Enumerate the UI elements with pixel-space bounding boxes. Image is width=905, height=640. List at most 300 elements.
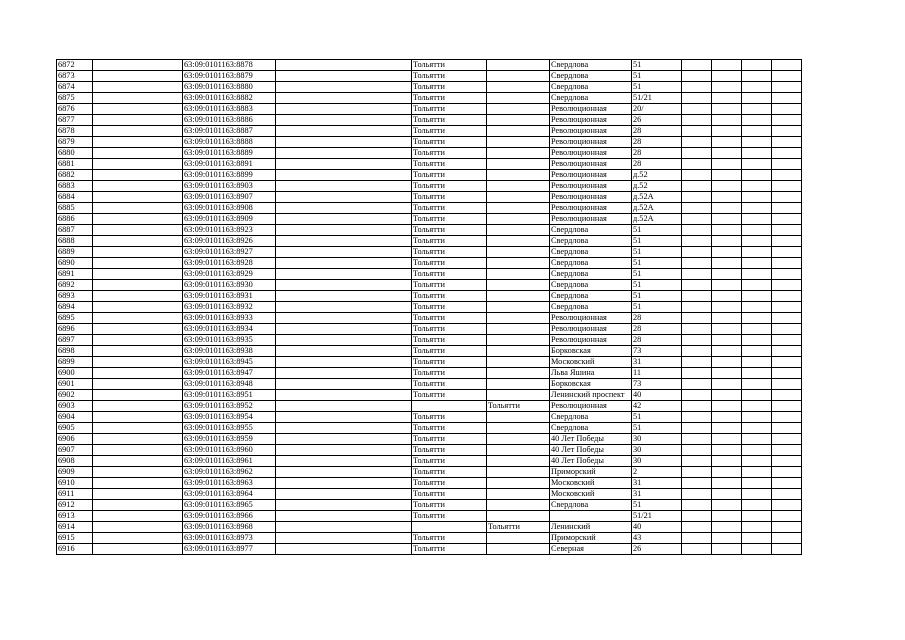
cell-blank-1 bbox=[93, 170, 183, 181]
cell-city: Тольятти bbox=[412, 126, 487, 137]
cell-city: Тольятти bbox=[412, 357, 487, 368]
cell-city-alt bbox=[487, 379, 550, 390]
cell-extra-4 bbox=[772, 203, 802, 214]
cell-street: Приморский bbox=[550, 467, 632, 478]
cell-extra-1 bbox=[682, 104, 712, 115]
cell-extra-3 bbox=[742, 137, 772, 148]
cell-extra-2 bbox=[712, 478, 742, 489]
cell-street: Свердлова bbox=[550, 236, 632, 247]
cell-extra-3 bbox=[742, 192, 772, 203]
cell-extra-3 bbox=[742, 511, 772, 522]
cell-street: Революционная bbox=[550, 137, 632, 148]
cell-city-alt bbox=[487, 478, 550, 489]
registry-table bbox=[56, 59, 802, 555]
cell-row-number: 6883 bbox=[57, 181, 93, 192]
table-row bbox=[57, 324, 802, 335]
cell-extra-1 bbox=[682, 544, 712, 555]
cell-blank-1 bbox=[93, 192, 183, 203]
cell-house-number: 51 bbox=[632, 412, 682, 423]
cell-extra-4 bbox=[772, 170, 802, 181]
cell-city-alt bbox=[487, 456, 550, 467]
cell-house-number: д.52А bbox=[632, 214, 682, 225]
cell-blank-2 bbox=[276, 126, 412, 137]
cell-street: Революционная bbox=[550, 159, 632, 170]
cell-street: Революционная bbox=[550, 148, 632, 159]
cell-row-number: 6884 bbox=[57, 192, 93, 203]
cell-extra-1 bbox=[682, 335, 712, 346]
cell-extra-1 bbox=[682, 500, 712, 511]
cell-cadastral-number: 63:09:0101163:8951 bbox=[183, 390, 276, 401]
cell-row-number: 6916 bbox=[57, 544, 93, 555]
cell-blank-1 bbox=[93, 60, 183, 71]
cell-street: Московский bbox=[550, 357, 632, 368]
cell-row-number: 6905 bbox=[57, 423, 93, 434]
cell-extra-2 bbox=[712, 390, 742, 401]
cell-cadastral-number: 63:09:0101163:8961 bbox=[183, 456, 276, 467]
cell-cadastral-number: 63:09:0101163:8886 bbox=[183, 115, 276, 126]
cell-blank-1 bbox=[93, 291, 183, 302]
table-row bbox=[57, 313, 802, 324]
cell-city-alt bbox=[487, 357, 550, 368]
cell-extra-2 bbox=[712, 115, 742, 126]
cell-street: Свердлова bbox=[550, 423, 632, 434]
cell-city: Тольятти bbox=[412, 137, 487, 148]
cell-cadastral-number: 63:09:0101163:8888 bbox=[183, 137, 276, 148]
cell-city: Тольятти bbox=[412, 181, 487, 192]
table-row bbox=[57, 159, 802, 170]
cell-city: Тольятти bbox=[412, 115, 487, 126]
cell-blank-1 bbox=[93, 258, 183, 269]
cell-extra-4 bbox=[772, 225, 802, 236]
cell-extra-4 bbox=[772, 236, 802, 247]
cell-city-alt bbox=[487, 225, 550, 236]
cell-extra-3 bbox=[742, 280, 772, 291]
cell-house-number: 51 bbox=[632, 302, 682, 313]
table-row bbox=[57, 335, 802, 346]
cell-city-alt bbox=[487, 60, 550, 71]
cell-extra-1 bbox=[682, 401, 712, 412]
cell-extra-1 bbox=[682, 368, 712, 379]
cell-extra-4 bbox=[772, 302, 802, 313]
cell-house-number: 51 bbox=[632, 247, 682, 258]
cell-blank-1 bbox=[93, 280, 183, 291]
cell-extra-1 bbox=[682, 511, 712, 522]
cell-city-alt bbox=[487, 181, 550, 192]
cell-blank-1 bbox=[93, 214, 183, 225]
cell-extra-4 bbox=[772, 148, 802, 159]
cell-street: Северная bbox=[550, 544, 632, 555]
cell-extra-2 bbox=[712, 423, 742, 434]
table-row bbox=[57, 214, 802, 225]
cell-extra-3 bbox=[742, 93, 772, 104]
cell-row-number: 6914 bbox=[57, 522, 93, 533]
cell-blank-1 bbox=[93, 335, 183, 346]
cell-row-number: 6909 bbox=[57, 467, 93, 478]
cell-city-alt bbox=[487, 291, 550, 302]
cell-row-number: 6897 bbox=[57, 335, 93, 346]
cell-street: Льва Яшина bbox=[550, 368, 632, 379]
cell-extra-4 bbox=[772, 71, 802, 82]
cell-extra-2 bbox=[712, 60, 742, 71]
cell-city-alt bbox=[487, 368, 550, 379]
cell-extra-4 bbox=[772, 258, 802, 269]
table-row bbox=[57, 71, 802, 82]
cell-extra-1 bbox=[682, 324, 712, 335]
cell-blank-2 bbox=[276, 181, 412, 192]
cell-street: Революционная bbox=[550, 214, 632, 225]
cell-extra-3 bbox=[742, 181, 772, 192]
cell-house-number: 51/21 bbox=[632, 511, 682, 522]
cell-house-number: 30 bbox=[632, 456, 682, 467]
cell-blank-2 bbox=[276, 115, 412, 126]
cell-extra-1 bbox=[682, 148, 712, 159]
cell-extra-3 bbox=[742, 247, 772, 258]
cell-extra-4 bbox=[772, 93, 802, 104]
cell-extra-4 bbox=[772, 313, 802, 324]
cell-cadastral-number: 63:09:0101163:8945 bbox=[183, 357, 276, 368]
cell-extra-2 bbox=[712, 445, 742, 456]
cell-street: Свердлова bbox=[550, 500, 632, 511]
table-row bbox=[57, 269, 802, 280]
cell-extra-2 bbox=[712, 434, 742, 445]
cell-city: Тольятти bbox=[412, 412, 487, 423]
cell-extra-1 bbox=[682, 170, 712, 181]
cell-cadastral-number: 63:09:0101163:8962 bbox=[183, 467, 276, 478]
cell-blank-2 bbox=[276, 214, 412, 225]
cell-cadastral-number: 63:09:0101163:8879 bbox=[183, 71, 276, 82]
cell-extra-4 bbox=[772, 379, 802, 390]
cell-blank-2 bbox=[276, 280, 412, 291]
cell-city: Тольятти bbox=[412, 148, 487, 159]
cell-row-number: 6896 bbox=[57, 324, 93, 335]
cell-row-number: 6899 bbox=[57, 357, 93, 368]
cell-blank-1 bbox=[93, 346, 183, 357]
cell-extra-1 bbox=[682, 390, 712, 401]
cell-row-number: 6910 bbox=[57, 478, 93, 489]
cell-city-alt bbox=[487, 247, 550, 258]
cell-house-number: 28 bbox=[632, 159, 682, 170]
cell-city: Тольятти bbox=[412, 82, 487, 93]
cell-city: Тольятти bbox=[412, 478, 487, 489]
cell-row-number: 6915 bbox=[57, 533, 93, 544]
cell-cadastral-number: 63:09:0101163:8880 bbox=[183, 82, 276, 93]
cell-extra-2 bbox=[712, 104, 742, 115]
cell-blank-2 bbox=[276, 104, 412, 115]
cell-city-alt bbox=[487, 445, 550, 456]
cell-extra-3 bbox=[742, 269, 772, 280]
cell-extra-1 bbox=[682, 533, 712, 544]
cell-row-number: 6878 bbox=[57, 126, 93, 137]
cell-blank-2 bbox=[276, 192, 412, 203]
cell-extra-3 bbox=[742, 236, 772, 247]
cell-row-number: 6875 bbox=[57, 93, 93, 104]
cell-blank-2 bbox=[276, 478, 412, 489]
cell-cadastral-number: 63:09:0101163:8963 bbox=[183, 478, 276, 489]
cell-row-number: 6898 bbox=[57, 346, 93, 357]
cell-house-number: 51 bbox=[632, 82, 682, 93]
cell-cadastral-number: 63:09:0101163:8891 bbox=[183, 159, 276, 170]
cell-house-number: 40 bbox=[632, 522, 682, 533]
cell-street: 40 Лет Победы bbox=[550, 445, 632, 456]
cell-street: Борковская bbox=[550, 346, 632, 357]
cell-cadastral-number: 63:09:0101163:8973 bbox=[183, 533, 276, 544]
cell-house-number: 28 bbox=[632, 324, 682, 335]
cell-city-alt bbox=[487, 137, 550, 148]
table-row bbox=[57, 456, 802, 467]
cell-extra-2 bbox=[712, 346, 742, 357]
cell-city bbox=[412, 401, 487, 412]
cell-city: Тольятти bbox=[412, 390, 487, 401]
cell-blank-1 bbox=[93, 313, 183, 324]
cell-row-number: 6882 bbox=[57, 170, 93, 181]
cell-house-number: 2 bbox=[632, 467, 682, 478]
cell-cadastral-number: 63:09:0101163:8889 bbox=[183, 148, 276, 159]
cell-extra-1 bbox=[682, 302, 712, 313]
cell-extra-3 bbox=[742, 60, 772, 71]
cell-blank-1 bbox=[93, 104, 183, 115]
cell-blank-1 bbox=[93, 434, 183, 445]
cell-extra-1 bbox=[682, 522, 712, 533]
cell-cadastral-number: 63:09:0101163:8923 bbox=[183, 225, 276, 236]
cell-extra-4 bbox=[772, 346, 802, 357]
cell-city-alt: Тольятти bbox=[487, 522, 550, 533]
cell-city: Тольятти bbox=[412, 445, 487, 456]
cell-extra-1 bbox=[682, 159, 712, 170]
cell-city-alt bbox=[487, 544, 550, 555]
cell-extra-2 bbox=[712, 467, 742, 478]
cell-row-number: 6890 bbox=[57, 258, 93, 269]
cell-city: Тольятти bbox=[412, 313, 487, 324]
cell-extra-2 bbox=[712, 236, 742, 247]
cell-blank-1 bbox=[93, 302, 183, 313]
cell-blank-2 bbox=[276, 412, 412, 423]
cell-city-alt bbox=[487, 500, 550, 511]
cell-extra-2 bbox=[712, 170, 742, 181]
cell-blank-2 bbox=[276, 203, 412, 214]
cell-city: Тольятти bbox=[412, 159, 487, 170]
table-row bbox=[57, 236, 802, 247]
cell-extra-3 bbox=[742, 489, 772, 500]
cell-cadastral-number: 63:09:0101163:8928 bbox=[183, 258, 276, 269]
cell-extra-2 bbox=[712, 126, 742, 137]
cell-extra-3 bbox=[742, 390, 772, 401]
cell-cadastral-number: 63:09:0101163:8959 bbox=[183, 434, 276, 445]
table-row bbox=[57, 544, 802, 555]
cell-city-alt bbox=[487, 467, 550, 478]
table-row bbox=[57, 192, 802, 203]
cell-extra-4 bbox=[772, 500, 802, 511]
cell-blank-1 bbox=[93, 511, 183, 522]
cell-extra-4 bbox=[772, 522, 802, 533]
cell-city: Тольятти bbox=[412, 346, 487, 357]
cell-city: Тольятти bbox=[412, 511, 487, 522]
cell-extra-3 bbox=[742, 258, 772, 269]
cell-cadastral-number: 63:09:0101163:8938 bbox=[183, 346, 276, 357]
cell-extra-3 bbox=[742, 412, 772, 423]
cell-house-number: 28 bbox=[632, 126, 682, 137]
cell-city: Тольятти bbox=[412, 379, 487, 390]
cell-city-alt bbox=[487, 313, 550, 324]
cell-blank-1 bbox=[93, 489, 183, 500]
cell-city-alt bbox=[487, 170, 550, 181]
cell-street: Ленинский проспект bbox=[550, 390, 632, 401]
cell-blank-2 bbox=[276, 522, 412, 533]
table-row bbox=[57, 500, 802, 511]
cell-house-number: 51 bbox=[632, 71, 682, 82]
cell-house-number: 28 bbox=[632, 335, 682, 346]
cell-house-number: 31 bbox=[632, 489, 682, 500]
cell-extra-2 bbox=[712, 401, 742, 412]
cell-extra-3 bbox=[742, 115, 772, 126]
table-row bbox=[57, 412, 802, 423]
cell-city-alt bbox=[487, 434, 550, 445]
cell-city: Тольятти bbox=[412, 302, 487, 313]
cell-house-number: 51 bbox=[632, 258, 682, 269]
cell-extra-1 bbox=[682, 82, 712, 93]
cell-extra-4 bbox=[772, 126, 802, 137]
cell-street: Свердлова bbox=[550, 71, 632, 82]
cell-house-number: 28 bbox=[632, 137, 682, 148]
cell-extra-4 bbox=[772, 335, 802, 346]
cell-city-alt bbox=[487, 71, 550, 82]
cell-blank-1 bbox=[93, 324, 183, 335]
cell-cadastral-number: 63:09:0101163:8933 bbox=[183, 313, 276, 324]
table-row bbox=[57, 203, 802, 214]
cell-extra-2 bbox=[712, 357, 742, 368]
cell-extra-2 bbox=[712, 489, 742, 500]
cell-house-number: 51 bbox=[632, 423, 682, 434]
cell-extra-1 bbox=[682, 269, 712, 280]
cell-row-number: 6872 bbox=[57, 60, 93, 71]
cell-house-number: 43 bbox=[632, 533, 682, 544]
cell-street: Революционная bbox=[550, 324, 632, 335]
cell-extra-3 bbox=[742, 346, 772, 357]
cell-row-number: 6891 bbox=[57, 269, 93, 280]
table-row bbox=[57, 137, 802, 148]
cell-street: Свердлова bbox=[550, 280, 632, 291]
cell-extra-4 bbox=[772, 269, 802, 280]
cell-blank-2 bbox=[276, 357, 412, 368]
cell-city: Тольятти bbox=[412, 467, 487, 478]
cell-extra-2 bbox=[712, 302, 742, 313]
cell-street: Московский bbox=[550, 478, 632, 489]
cell-row-number: 6911 bbox=[57, 489, 93, 500]
cell-city: Тольятти bbox=[412, 456, 487, 467]
cell-blank-1 bbox=[93, 93, 183, 104]
table-row bbox=[57, 60, 802, 71]
cell-cadastral-number: 63:09:0101163:8932 bbox=[183, 302, 276, 313]
cell-extra-2 bbox=[712, 137, 742, 148]
cell-extra-2 bbox=[712, 335, 742, 346]
cell-extra-1 bbox=[682, 71, 712, 82]
cell-house-number: 40 bbox=[632, 390, 682, 401]
cell-city: Тольятти bbox=[412, 335, 487, 346]
cell-city-alt bbox=[487, 104, 550, 115]
cell-blank-1 bbox=[93, 137, 183, 148]
cell-cadastral-number: 63:09:0101163:8960 bbox=[183, 445, 276, 456]
cell-extra-1 bbox=[682, 60, 712, 71]
cell-blank-1 bbox=[93, 423, 183, 434]
cell-row-number: 6887 bbox=[57, 225, 93, 236]
cell-cadastral-number: 63:09:0101163:8977 bbox=[183, 544, 276, 555]
cell-blank-2 bbox=[276, 137, 412, 148]
cell-row-number: 6894 bbox=[57, 302, 93, 313]
cell-house-number: 73 bbox=[632, 379, 682, 390]
cell-extra-1 bbox=[682, 214, 712, 225]
cell-blank-1 bbox=[93, 445, 183, 456]
cell-blank-1 bbox=[93, 544, 183, 555]
cell-extra-1 bbox=[682, 247, 712, 258]
cell-extra-2 bbox=[712, 456, 742, 467]
cell-city-alt bbox=[487, 269, 550, 280]
cell-city: Тольятти bbox=[412, 533, 487, 544]
cell-extra-4 bbox=[772, 511, 802, 522]
cell-extra-2 bbox=[712, 368, 742, 379]
cell-extra-2 bbox=[712, 93, 742, 104]
cell-street: 40 Лет Победы bbox=[550, 456, 632, 467]
cell-extra-3 bbox=[742, 467, 772, 478]
cell-city: Тольятти bbox=[412, 93, 487, 104]
cell-street: Революционная bbox=[550, 313, 632, 324]
cell-row-number: 6886 bbox=[57, 214, 93, 225]
cell-extra-4 bbox=[772, 533, 802, 544]
cell-extra-4 bbox=[772, 137, 802, 148]
cell-cadastral-number: 63:09:0101163:8966 bbox=[183, 511, 276, 522]
cell-street: Свердлова bbox=[550, 225, 632, 236]
cell-city-alt bbox=[487, 390, 550, 401]
cell-cadastral-number: 63:09:0101163:8903 bbox=[183, 181, 276, 192]
cell-blank-2 bbox=[276, 170, 412, 181]
cell-house-number: 31 bbox=[632, 357, 682, 368]
cell-blank-2 bbox=[276, 346, 412, 357]
cell-city: Тольятти bbox=[412, 71, 487, 82]
cell-cadastral-number: 63:09:0101163:8878 bbox=[183, 60, 276, 71]
cell-extra-3 bbox=[742, 313, 772, 324]
cell-cadastral-number: 63:09:0101163:8907 bbox=[183, 192, 276, 203]
cell-street: Революционная bbox=[550, 401, 632, 412]
cell-extra-2 bbox=[712, 258, 742, 269]
cell-house-number: 51 bbox=[632, 236, 682, 247]
cell-blank-2 bbox=[276, 148, 412, 159]
cell-extra-4 bbox=[772, 434, 802, 445]
cell-extra-3 bbox=[742, 324, 772, 335]
cell-city: Тольятти bbox=[412, 203, 487, 214]
cell-cadastral-number: 63:09:0101163:8887 bbox=[183, 126, 276, 137]
cell-extra-3 bbox=[742, 522, 772, 533]
cell-row-number: 6881 bbox=[57, 159, 93, 170]
cell-extra-1 bbox=[682, 379, 712, 390]
cell-extra-2 bbox=[712, 511, 742, 522]
cell-house-number: 51 bbox=[632, 60, 682, 71]
cell-extra-3 bbox=[742, 478, 772, 489]
cell-city: Тольятти bbox=[412, 60, 487, 71]
cell-extra-3 bbox=[742, 225, 772, 236]
cell-city-alt bbox=[487, 258, 550, 269]
table-row bbox=[57, 291, 802, 302]
cell-extra-1 bbox=[682, 126, 712, 137]
cell-house-number: 11 bbox=[632, 368, 682, 379]
cell-cadastral-number: 63:09:0101163:8927 bbox=[183, 247, 276, 258]
cell-street: Свердлова bbox=[550, 291, 632, 302]
cell-extra-2 bbox=[712, 247, 742, 258]
cell-row-number: 6874 bbox=[57, 82, 93, 93]
cell-blank-2 bbox=[276, 445, 412, 456]
cell-city-alt bbox=[487, 423, 550, 434]
cell-house-number: 51 bbox=[632, 500, 682, 511]
cell-extra-4 bbox=[772, 104, 802, 115]
cell-house-number: 26 bbox=[632, 115, 682, 126]
cell-house-number: 28 bbox=[632, 148, 682, 159]
